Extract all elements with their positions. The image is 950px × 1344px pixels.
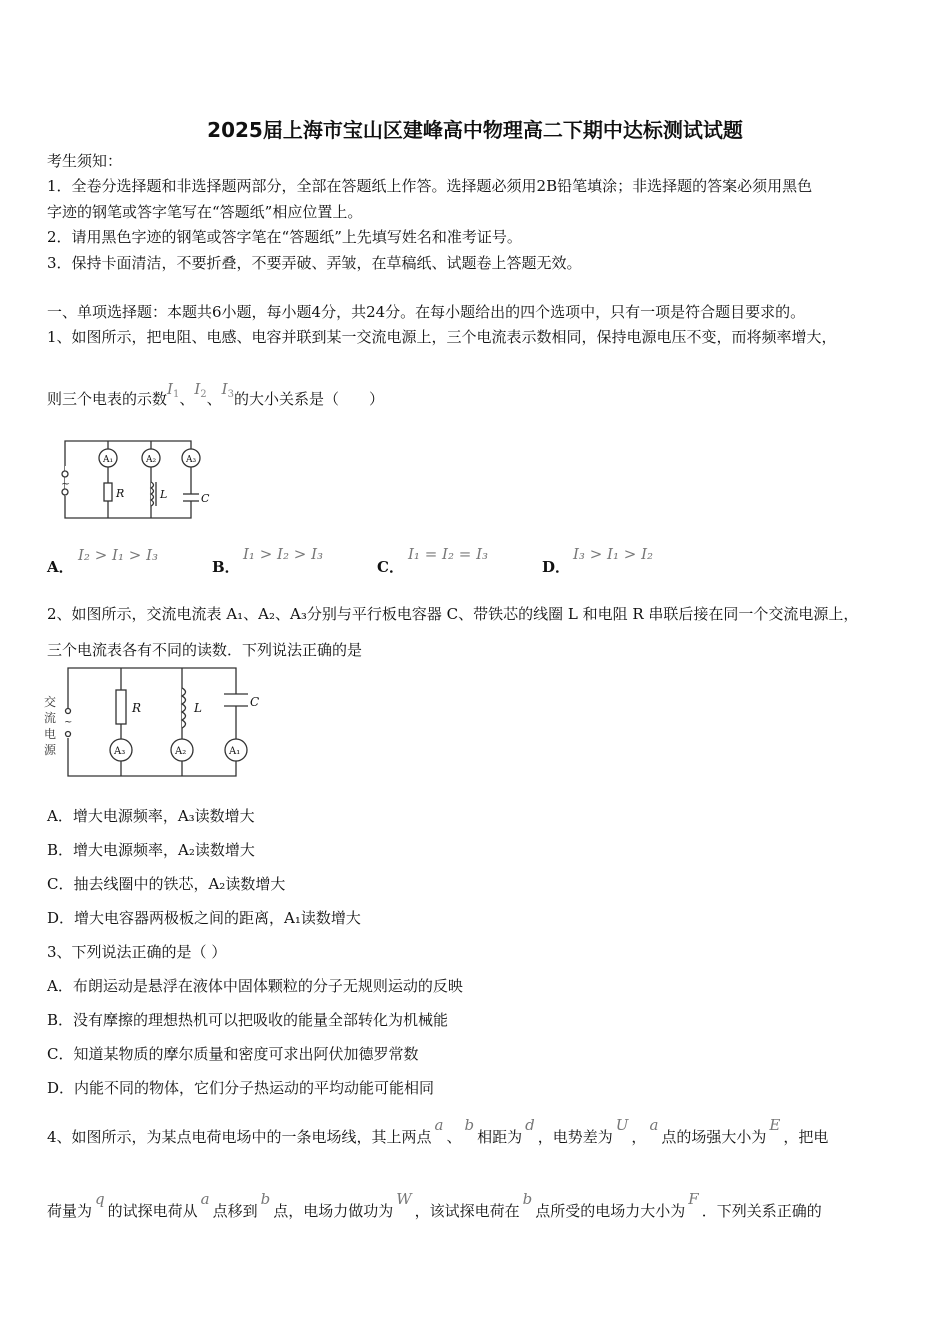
q1-option-label: B． — [212, 558, 240, 576]
ammeter-label: A₃ — [114, 746, 126, 757]
component-label: R — [132, 701, 142, 715]
var-W: W — [396, 1190, 412, 1208]
q1-option-expr: I₃ > I₁ > I₂ — [573, 545, 654, 563]
q1-stem-text: 的大小关系是（ ） — [233, 390, 384, 408]
q1-option-label: C． — [377, 558, 404, 576]
q4-text: ，该试探电荷在 — [414, 1202, 520, 1220]
notice-heading: 考生须知： — [47, 152, 123, 170]
q3-option: A．布朗运动是悬浮在液体中固体颗粒的分子无规则运动的反映 — [47, 977, 463, 995]
source-label-char: 电 — [44, 727, 57, 741]
component-label: C — [201, 492, 210, 505]
section-heading: 一、单项选择题：本题共6小题，每小题4分，共24分。在每小题给出的四个选项中，只有一项是符合题目要求的。 — [47, 303, 806, 321]
var-a: a — [649, 1116, 659, 1134]
q4-text: 相距为 — [477, 1128, 523, 1146]
q4-text: 点，电场力做功为 — [273, 1202, 394, 1220]
q2-option: B．增大电源频率，A₂读数增大 — [47, 841, 255, 859]
component-label: R — [116, 487, 125, 500]
q4-text: 的试探电荷从 — [107, 1202, 198, 1220]
var-b: b — [522, 1190, 533, 1208]
var-a: a — [200, 1190, 210, 1208]
ammeter-label: A₂ — [175, 746, 187, 757]
q2-stem-line2: 三个电流表各有不同的读数．下列说法正确的是 — [47, 641, 363, 659]
q1-option-label: D． — [542, 558, 571, 576]
q4-text: ，把电 — [783, 1128, 829, 1146]
page-title: 2025届上海市宝山区建峰高中物理高二下期中达标测试试题 — [207, 118, 743, 142]
q1-option-expr: I₁ > I₂ > I₃ — [243, 545, 324, 563]
ammeter-label: A₁ — [103, 455, 114, 465]
var-q: q — [95, 1190, 105, 1208]
q2-option: A．增大电源频率，A₃读数增大 — [47, 807, 255, 825]
q4-stem-line1 — [47, 1116, 829, 1148]
var-F: F — [688, 1190, 699, 1208]
q1-circuit-diagram — [56, 436, 226, 526]
ammeter-label: A₁ — [229, 746, 241, 757]
separator: 、 — [179, 390, 195, 408]
q4-text: 点移到 — [212, 1202, 258, 1220]
var-U: U — [615, 1116, 629, 1134]
var-b: b — [260, 1190, 271, 1208]
var-E: E — [769, 1116, 781, 1134]
q4-text: ，电势差为 — [537, 1128, 613, 1146]
q2-stem-line1: 2、如图所示，交流电流表 A₁、A₂、A₃分别与平行板电容器 C、带铁芯的线圈 L 和电阻 R 串联后接在同一个交流电源上， — [47, 605, 859, 623]
source-label-char: 交 — [44, 695, 57, 709]
source-label-char: 流 — [44, 711, 57, 725]
q2-option: C．抽去线圈中的铁芯，A₂读数增大 — [47, 875, 286, 893]
component-label: L — [194, 701, 202, 715]
var-b: b — [464, 1116, 475, 1134]
var-d: d — [525, 1116, 535, 1134]
q1-option-label: A． — [47, 558, 74, 576]
component-label: L — [160, 488, 168, 501]
q4-text: 点所受的电场力大小为 — [535, 1202, 686, 1220]
q2-circuit-diagram — [40, 666, 280, 782]
q4-text: 、 — [446, 1128, 462, 1146]
ac-source-symbol: ~ — [61, 477, 71, 490]
source-label-char: 源 — [44, 743, 57, 757]
component-label: C — [250, 695, 260, 709]
q4-stem-line2 — [47, 1190, 822, 1222]
q2-option: D．增大电容器两极板之间的距离，A₁读数增大 — [47, 909, 361, 927]
separator: 、 — [206, 390, 222, 408]
q3-option: C．知道某物质的摩尔质量和密度可求出阿伏加德罗常数 — [47, 1045, 419, 1063]
q4-text: 荷量为 — [47, 1202, 93, 1220]
q1-option-expr: I₂ > I₁ > I₃ — [78, 546, 159, 564]
q4-text: 4、如图所示，为某点电荷电场中的一条电场线，其上两点 — [47, 1128, 432, 1146]
q4-text: ， — [631, 1128, 647, 1146]
q3-option: D．内能不同的物体，它们分子热运动的平均动能可能相同 — [47, 1079, 435, 1097]
q1-stem-line1: 1、如图所示，把电阻、电感、电容并联到某一交流电源上，三个电流表示数相同，保持电源电压不变，而将频率增大， — [47, 328, 837, 346]
notice-item: 字迹的钢笔或答字笔写在“答题纸”相应位置上。 — [47, 203, 363, 221]
q3-stem: 3、下列说法正确的是（ ） — [47, 943, 227, 961]
q1-stem-line2: 则三个电表的示数$I_1$、$I_2$、$I_3$的大小关系是（ ） — [47, 380, 384, 408]
q1-option-expr: I₁ = I₂ = I₃ — [408, 545, 489, 563]
var-a: a — [434, 1116, 444, 1134]
ammeter-label: A₂ — [146, 455, 157, 465]
notice-item: 3．保持卡面清洁，不要折叠，不要弄破、弄皱，在草稿纸、试题卷上答题无效。 — [47, 254, 582, 272]
ammeter-label: A₃ — [186, 455, 197, 465]
notice-item: 2．请用黑色字迹的钢笔或答字笔在“答题纸”上先填写姓名和准考证号。 — [47, 228, 522, 246]
svg-text:~: ~ — [64, 717, 73, 728]
q4-text: ．下列关系正确的 — [701, 1202, 822, 1220]
notice-item: 1．全卷分选择题和非选择题两部分，全部在答题纸上作答。选择题必须用2B铅笔填涂；非选择题的答案必须用黑色 — [47, 177, 813, 195]
q1-stem-text: 则三个电表的示数 — [47, 390, 168, 408]
q4-text: 点的场强大小为 — [661, 1128, 767, 1146]
q3-option: B．没有摩擦的理想热机可以把吸收的能量全部转化为机械能 — [47, 1011, 449, 1029]
